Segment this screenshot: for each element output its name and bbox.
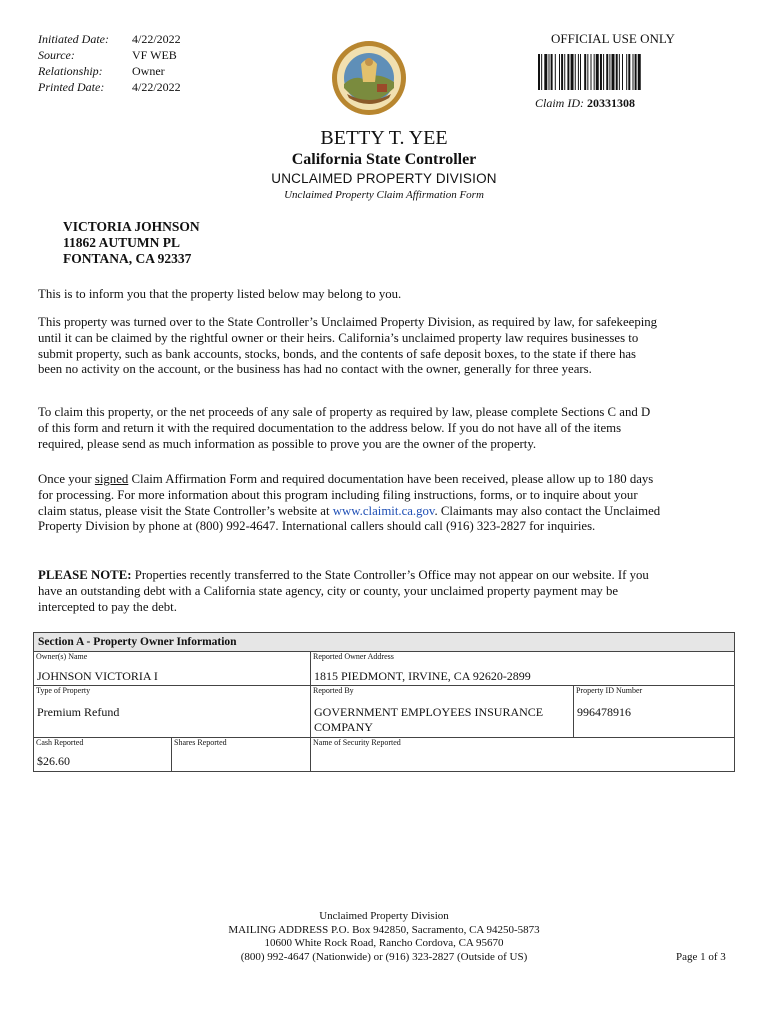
page-number: Page 1 of 3 (676, 951, 726, 963)
controller-title: California State Controller (291, 151, 477, 168)
controller-name: BETTY T. YEE (320, 127, 448, 149)
reported-address-cell: Reported Owner Address 1815 PIEDMONT, IRVINE, CA 92620-2899 (311, 652, 734, 686)
signed-emphasis: signed (94, 472, 129, 486)
cash-reported-cell: Cash Reported $26.60 (34, 738, 172, 771)
section-a-table (33, 632, 735, 772)
claim-id: Claim ID: 20331308 (535, 96, 635, 110)
property-id-cell: Property ID Number 996478916 (574, 686, 734, 738)
official-use-label: OFFICIAL USE ONLY (551, 31, 675, 46)
website-link[interactable]: www.claimit.ca.gov (332, 503, 435, 518)
paragraph-processing: Once your signed Claim Affirmation Form and required documentation have been received, please allow up to 180 days for processing. For more information about this program including filing instructions, forms, or to inquire about your claim status, please visit the State Controller’s website at www.claimit.ca.gov. Claimants may also contact the Unclaimed Property Division by phone at (800) 992-4647. International callers should call (916) 323-2827 for inquiries. (38, 472, 661, 534)
state-seal-icon (331, 40, 407, 116)
paragraph-intro: This is to inform you that the property listed below may belong to you. (38, 287, 402, 301)
shares-reported-cell: Shares Reported (172, 738, 311, 771)
address-line: 11862 AUTUMN PL (63, 235, 181, 250)
division-title: UNCLAIMED PROPERTY DIVISION (271, 171, 497, 186)
paragraph-how-to-claim: To claim this property, or the net proceeds of any sale of property as required by law, please complete Sections C and D of this form and return it with the required documentation to the address below. If you do not have all of the items required, please send as much information as possible to prove you are the owner of the property. (38, 405, 651, 451)
meta-row: Relationship: Owner (38, 64, 165, 78)
barcode-icon (538, 54, 710, 90)
reported-by-cell: Reported By GOVERNMENT EMPLOYEES INSURANCE COMPANY (311, 686, 574, 738)
meta-block (38, 31, 181, 95)
address-line: VICTORIA JOHNSON (63, 219, 200, 234)
address-line: FONTANA, CA 92337 (63, 251, 192, 266)
meta-row: Source: VF WEB (38, 48, 177, 62)
owner-name-cell: Owner(s) Name JOHNSON VICTORIA I (34, 652, 311, 686)
form-title: Unclaimed Property Claim Affirmation Form (284, 189, 484, 201)
meta-row: Initiated Date: 4/22/2022 (38, 32, 181, 46)
section-a-header: Section A - Property Owner Information (34, 633, 734, 652)
meta-row: Printed Date: 4/22/2022 (38, 80, 181, 94)
security-name-cell: Name of Security Reported (313, 738, 401, 747)
property-type-cell: Type of Property Premium Refund (34, 686, 311, 738)
paragraph-property-info: This property was turned over to the State Controller’s Unclaimed Property Division, as required by law, for safekeeping until it can be claimed by the rightful owner or their heirs. California’s unclaimed property law requires businesses to submit property, such as bank accounts, stocks, bonds, and the contents of safe deposit boxes, to the state if there has been no activity on the account, or the business has had no contact with the owner, generally for three years. (38, 315, 658, 377)
footer-address: Unclaimed Property Division MAILING ADDRESS P.O. Box 942850, Sacramento, CA 94250-5873 10600 White Rock Road, Rancho Cordova, CA 95670 (800) 992-4647 (Nationwide) or (916) 323-2827 (Outside of US) (228, 910, 540, 963)
paragraph-please-note: PLEASE NOTE: Properties recently transferred to the State Controller’s Office may not appear on our website. If you have an outstanding debt with a California state agency, city or county, your unclaimed property payment may be intercepted to pay the debt. (38, 568, 649, 614)
recipient-address (63, 219, 200, 267)
